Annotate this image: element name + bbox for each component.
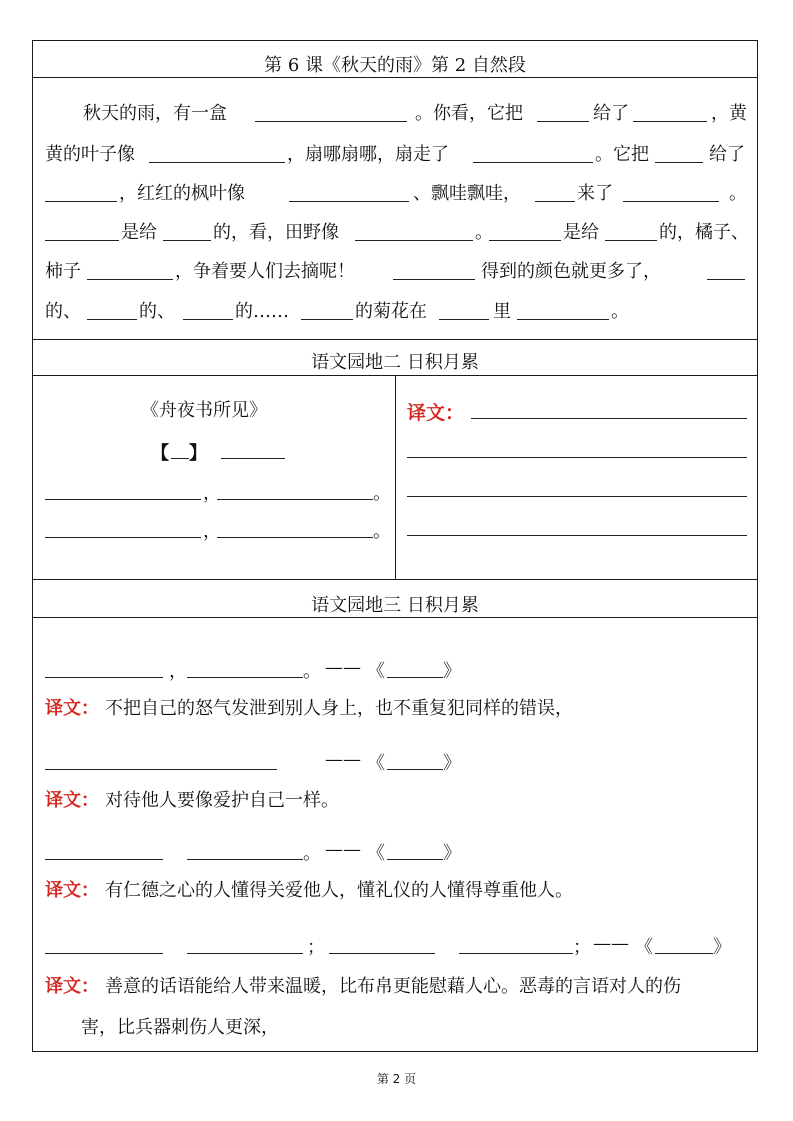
- book-open: 《: [367, 661, 385, 682]
- blank[interactable]: [535, 201, 575, 202]
- blank[interactable]: [537, 121, 589, 122]
- translation-text: 对待他人要像爱护自己一样。: [105, 790, 339, 811]
- translation-label: 译文：: [45, 698, 99, 719]
- blank[interactable]: [301, 319, 353, 320]
- translation-label: 译文：: [45, 880, 99, 901]
- source-blank[interactable]: [387, 677, 443, 678]
- passage-text: 的、: [45, 301, 81, 322]
- passage-text: 黄的叶子像: [45, 144, 135, 165]
- section2-title: 语文园地二 日积月累: [311, 352, 479, 373]
- passage-text: 的、: [139, 301, 175, 322]
- passage-text: 是给: [563, 222, 599, 243]
- blank[interactable]: [183, 319, 233, 320]
- period: 。: [373, 521, 391, 542]
- blank[interactable]: [45, 240, 119, 241]
- quote-blank[interactable]: [45, 769, 277, 770]
- poem-line-blank[interactable]: [45, 499, 201, 500]
- book-close: 》: [443, 753, 461, 774]
- translation-label: 译文：: [45, 976, 99, 997]
- dash: ——: [325, 749, 361, 770]
- section3-title: 语文园地三 日积月累: [311, 595, 479, 616]
- worksheet-frame: [32, 40, 758, 1052]
- quote-blank[interactable]: [45, 677, 163, 678]
- passage-text: 里: [493, 301, 511, 322]
- blank[interactable]: [473, 162, 593, 163]
- blank[interactable]: [623, 201, 719, 202]
- translation-blank[interactable]: [471, 418, 747, 419]
- quote-blank[interactable]: [45, 953, 163, 954]
- blank[interactable]: [163, 240, 211, 241]
- blank[interactable]: [355, 240, 473, 241]
- translation-blank[interactable]: [407, 457, 747, 458]
- column-divider: [395, 375, 396, 579]
- period: 。: [303, 661, 321, 682]
- divider: [33, 617, 757, 618]
- blank[interactable]: [45, 201, 117, 202]
- blank[interactable]: [633, 121, 707, 122]
- dash: ——: [325, 839, 361, 860]
- divider: [33, 77, 757, 78]
- passage-text: 。它把: [595, 144, 649, 165]
- passage-text: 、飘哇飘哇，: [413, 183, 521, 204]
- passage-text: 是给: [121, 222, 157, 243]
- blank[interactable]: [605, 240, 657, 241]
- passage-text: ，黄: [711, 103, 747, 124]
- passage-text: 来了: [577, 183, 613, 204]
- comma: ，: [169, 661, 187, 682]
- comma: ，: [203, 483, 221, 504]
- passage-text: 的菊花在: [355, 301, 427, 322]
- quote-blank[interactable]: [187, 953, 303, 954]
- passage-text: 柿子: [45, 261, 81, 282]
- passage-text: 给了: [709, 144, 745, 165]
- translation-text: 害，比兵器刺伤人更深，: [81, 1017, 279, 1038]
- quote-blank[interactable]: [187, 677, 303, 678]
- dash: ——: [325, 657, 361, 678]
- period: 。: [373, 483, 391, 504]
- passage-text: 的……: [235, 301, 289, 322]
- semicolon: ；: [307, 937, 325, 958]
- blank[interactable]: [149, 162, 285, 163]
- source-blank[interactable]: [387, 769, 443, 770]
- source-blank[interactable]: [655, 953, 713, 954]
- passage-text: 秋天的雨，有一盒: [83, 103, 227, 124]
- blank[interactable]: [489, 240, 561, 241]
- divider: [33, 579, 757, 580]
- passage-text: ，红红的枫叶像: [119, 183, 245, 204]
- passage-text: 给了: [593, 103, 629, 124]
- bracket-open: 【: [151, 443, 169, 464]
- blank[interactable]: [707, 279, 745, 280]
- quote-blank[interactable]: [187, 859, 303, 860]
- divider: [33, 339, 757, 340]
- book-close: 》: [443, 843, 461, 864]
- bracket-close: 】: [189, 443, 207, 464]
- comma: ，: [203, 521, 221, 542]
- poem-line-blank[interactable]: [217, 499, 373, 500]
- translation-blank[interactable]: [407, 496, 747, 497]
- blank[interactable]: [255, 121, 407, 122]
- author-blank[interactable]: [221, 458, 285, 459]
- passage-text: 。: [475, 222, 493, 243]
- passage-text: ，扇哪扇哪，扇走了: [287, 144, 449, 165]
- semicolon: ；: [573, 937, 591, 958]
- dynasty-blank[interactable]: [171, 458, 189, 459]
- section1-title: 第 6 课《秋天的雨》第 2 自然段: [264, 55, 526, 76]
- poem-line-blank[interactable]: [45, 537, 201, 538]
- translation-blank[interactable]: [407, 535, 747, 536]
- blank[interactable]: [87, 319, 137, 320]
- poem-title: 《舟夜书所见》: [141, 400, 267, 421]
- passage-text: ，争着要人们去摘呢！: [175, 261, 355, 282]
- translation-text: 不把自己的怒气发泄到别人身上，也不重复犯同样的错误，: [105, 698, 573, 719]
- period: 。: [303, 843, 321, 864]
- translation-text: 有仁德之心的人懂得关爱他人，懂礼仪的人懂得尊重他人。: [105, 880, 573, 901]
- quote-blank[interactable]: [329, 953, 435, 954]
- blank[interactable]: [655, 162, 703, 163]
- poem-line-blank[interactable]: [217, 537, 373, 538]
- translation-label: 译文：: [45, 790, 99, 811]
- book-open: 《: [367, 843, 385, 864]
- blank[interactable]: [289, 201, 409, 202]
- passage-text: 。: [611, 301, 629, 322]
- passage-text: 的，橘子、: [659, 222, 749, 243]
- page-number: 第 2 页: [376, 1072, 417, 1086]
- quote-blank[interactable]: [459, 953, 573, 954]
- book-open: 《: [635, 937, 653, 958]
- translation-label: 译文：: [407, 402, 465, 424]
- blank[interactable]: [517, 319, 609, 320]
- book-close: 》: [443, 661, 461, 682]
- passage-text: 。: [729, 183, 747, 204]
- blank[interactable]: [87, 279, 173, 280]
- passage-text: 。你看，它把: [415, 103, 523, 124]
- dash: ——: [593, 933, 629, 954]
- book-close: 》: [713, 937, 731, 958]
- book-open: 《: [367, 753, 385, 774]
- quote-blank[interactable]: [45, 859, 163, 860]
- translation-text: 善意的话语能给人带来温暖，比布帛更能慰藉人心。恶毒的言语对人的伤: [105, 976, 681, 997]
- blank[interactable]: [439, 319, 489, 320]
- blank[interactable]: [393, 279, 475, 280]
- source-blank[interactable]: [387, 859, 443, 860]
- passage-text: 得到的颜色就更多了，: [481, 261, 661, 282]
- passage-text: 的，看，田野像: [213, 222, 339, 243]
